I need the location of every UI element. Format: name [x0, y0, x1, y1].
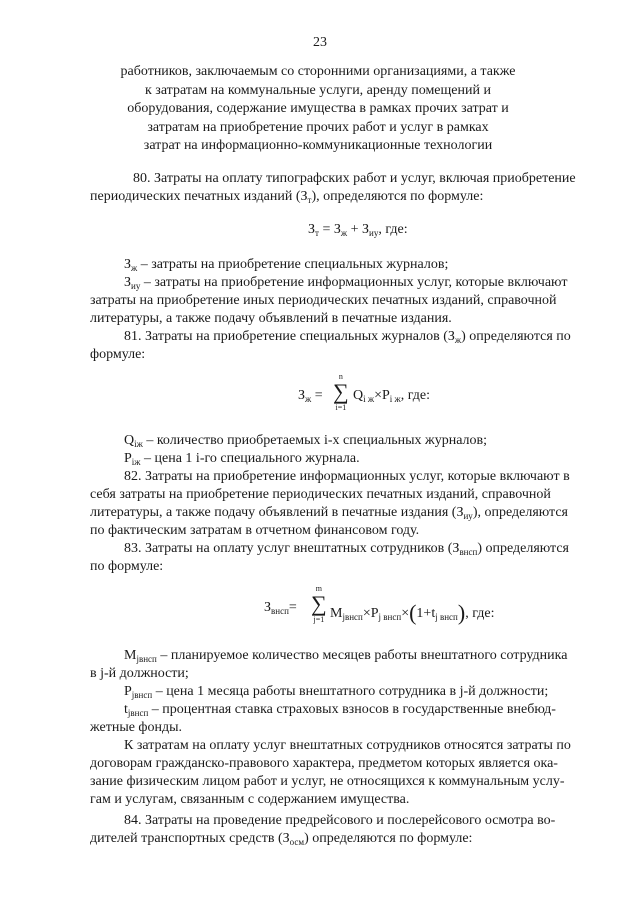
heading-line: к затратам на коммунальные услуги, аренду помещений и — [145, 82, 491, 98]
heading-line: работников, заключаемым со сторонними организациями, а также — [120, 64, 516, 79]
paragraph-82-line: по фактическим затратам в отчетном финансовом году. — [90, 523, 420, 538]
paragraph-82-line: себя затраты на приобретение периодических печатных изданий, справочной — [90, 487, 551, 502]
paragraph-84-line: 84. Затраты на проведение предрейсового и послерейсового осмотра во- — [124, 813, 556, 828]
sum-symbol: n ∑ i=1 — [333, 372, 349, 412]
note-line: К затратам на оплату услуг внештатных сотрудников относятся затраты по — [124, 738, 571, 753]
formula-80: $З_т = З_ж + З_{иу}$, где: — [308, 222, 408, 238]
definition-line: затраты на приобретение иных периодических печатных изданий, справочной — [90, 293, 557, 308]
paragraph-81-line: формуле: — [90, 347, 146, 362]
paragraph-83-line: по формуле: — [90, 559, 164, 574]
paragraph-82-line: литературы, а также подачу объявлений в печатные издания $(З_{иу})$, определяются — [90, 505, 568, 521]
note-line: договорам гражданско-правового характера, предметом которых является ока- — [90, 756, 558, 771]
note-line: зание физическим лицом работ и услуг, не относящихся к коммунальным услу- — [90, 774, 565, 789]
formula-83-lhs: $З_{внсп}=$ — [264, 600, 297, 616]
paragraph-82-line: 82. Затраты на приобретение информационных услуг, которые включают в — [124, 469, 570, 484]
formula-81-rhs: $Q_{i ж}\times P_{i ж}$, где: — [353, 388, 431, 404]
paragraph-80-line: 80. Затраты на оплату типографских работ и услуг, включая приобретение — [133, 171, 576, 186]
paragraph-84-line: дителей транспортных средств $(З_{осм})$ определяются по формуле: — [90, 831, 473, 847]
definition-line: $P_{jвнсп}$ – цена 1 месяца работы внештатного сотрудника в j-й должности; — [124, 684, 549, 700]
definition-line: $M_{jвнсп}$ – планируемое количество месяцев работы внештатного сотрудника — [124, 648, 568, 664]
page-number: 23 — [313, 35, 327, 50]
heading-line: затратам на приобретение прочих работ и услуг в рамках — [147, 119, 489, 135]
definition-line: $З_{иу}$ – затраты на приобретение информационных услуг, которые включают — [124, 275, 568, 291]
heading-line: оборудования, содержание имущества в рамках прочих затрат и — [127, 101, 509, 116]
section-heading — [88, 63, 548, 156]
paragraph-80-line: периодических печатных изданий $(З_т)$, определяются по формуле: — [90, 189, 484, 205]
definition-line: жетные фонды. — [90, 720, 183, 735]
definition-line: $Q_{iж}$ – количество приобретаемых i-х специальных журналов; — [124, 433, 488, 449]
definition-line: в j-й должности; — [90, 666, 189, 681]
paragraph-83-line: 83. Затраты на оплату услуг внештатных сотрудников $(З_{внсп})$ определяются — [124, 541, 569, 557]
definition-line: $P_{iж}$ – цена 1 i-го специального журнала. — [124, 451, 360, 467]
paragraph-81-line: 81. Затраты на приобретение специальных журналов $(З_ж)$ определяются по — [124, 329, 571, 345]
formula-81-lhs: $З_ж$ = — [298, 388, 323, 404]
definition-line: $t_{jвнсп}$ – процентная ставка страховых взносов в государственные внебюд- — [124, 702, 556, 718]
formula-83-rhs: $M_{jвнсп}\times P_{j внсп}\times(1+t_{j внсп})$, где: — [330, 600, 495, 625]
definition-line: литературы, а также подачу объявлений в печатные издания. — [90, 311, 452, 326]
definition-line: $З_ж$ – затраты на приобретение специальных журналов; — [124, 257, 449, 273]
heading-line: затрат на информационно-коммуникационные технологии — [143, 138, 493, 153]
note-line: гам и услугам, связанным с содержанием имущества. — [90, 792, 410, 807]
sum-symbol: m ∑ j=1 — [311, 584, 327, 624]
